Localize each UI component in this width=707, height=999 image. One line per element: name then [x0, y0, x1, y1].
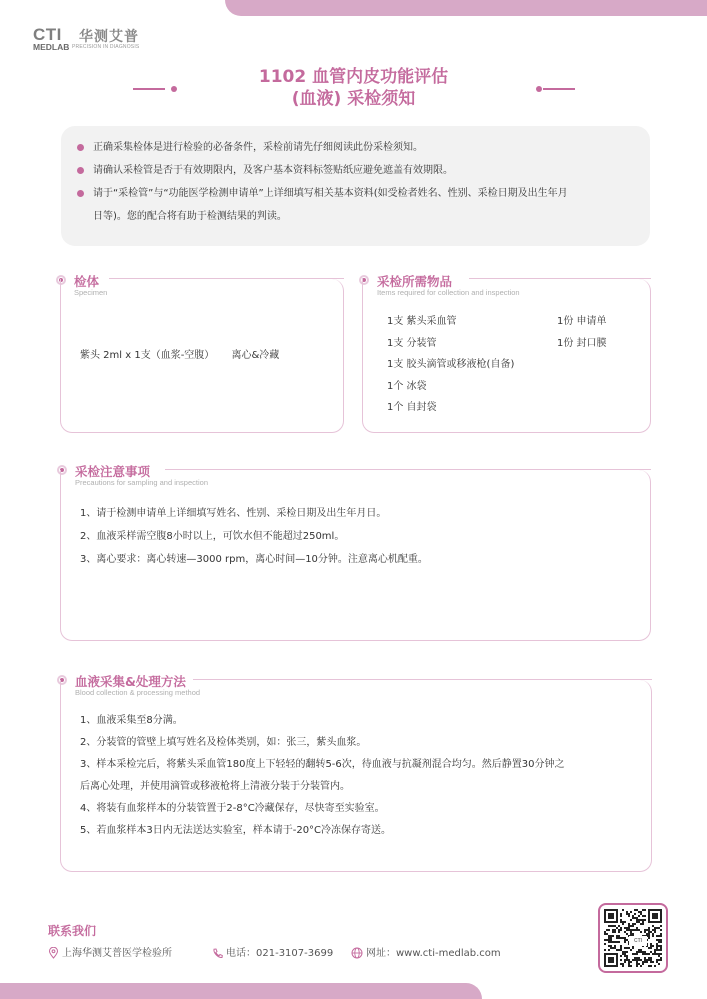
blood-line: 3、样本采检完后，将紫头采血管180度上下轻轻的翻转5-6次，待血液与抗凝剂混合均匀。然后静置30分钟之 [80, 759, 565, 770]
items-list-left [387, 311, 514, 419]
specimen-box [60, 279, 344, 433]
logo-chinese-name: 华测艾普 [79, 29, 139, 45]
logo-medlab: MEDLAB [33, 42, 70, 52]
contact-phone: 电话：021-3107-3699 [212, 944, 333, 959]
notice-item: 请确认采检管是否于有效期限内，及客户基本资料标签贴纸应避免遮盖有效期限。 [77, 159, 636, 182]
qr-code [598, 903, 668, 973]
bullet-icon [77, 144, 84, 151]
precaution-line: 2、血液采样需空腹8小时以上，可饮水但不能超过250ml。 [80, 531, 345, 542]
qr-center-label: CTI [629, 936, 647, 946]
specimen-note: 离心&冷藏 [231, 350, 280, 361]
precaution-line: 1、请于检测申请单上详细填写姓名、性别、采检日期及出生年月日。 [80, 508, 387, 519]
list-item: 1个 自封袋 [387, 402, 437, 413]
globe-icon [351, 947, 363, 959]
list-item: 1份 封口膜 [557, 337, 607, 349]
list-item: 1支 紫头采血管 [387, 316, 457, 327]
list-item: 1支 胶头滴管或移液枪(自备) [387, 359, 515, 370]
logo-cti-mark: CTI [33, 25, 62, 44]
items-box [362, 279, 651, 433]
title-deco-line-right [543, 88, 575, 90]
blood-line: 4、将装有血浆样本的分装管置于2-8°C冷藏保存，尽快寄至实验室。 [80, 803, 385, 814]
notice-item: 正确采集检体是进行检验的必备条件，采检前请先仔细阅读此份采检须知。 [77, 136, 636, 159]
bullet-icon [77, 167, 84, 174]
list-item: 1个 冰袋 [387, 380, 427, 392]
page-title [0, 66, 707, 110]
title-line-1: 1102 血管内皮功能评估 [258, 67, 449, 87]
blood-box [60, 680, 652, 872]
blood-line: 5、若血浆样本3日内无法送达实验室，样本请于-20°C冷冻保存寄送。 [80, 825, 392, 836]
company-logo [33, 25, 173, 53]
contact-address: 上海华测艾普医学检验所 [48, 944, 172, 959]
location-pin-icon [48, 947, 59, 959]
phone-icon [212, 948, 223, 959]
list-item: 1支 分装管 [387, 337, 437, 349]
blood-line: 1、血液采集至8分满。 [80, 715, 183, 726]
precautions-box [60, 470, 651, 641]
contact-website[interactable]: 网址：www.cti-medlab.com [351, 944, 501, 959]
title-deco-line-left [133, 88, 165, 90]
notice-item: 请于“采检管”与“功能医学检测申请单”上详细填写相关基本资料(如受检者姓名、性别、采检日期及出生年月 [77, 182, 636, 205]
title-deco-dot-right [536, 86, 542, 92]
logo-tagline: PRECISION IN DIAGNOSIS [72, 44, 140, 50]
blood-line: 2、分装管的管壁上填写姓名及检体类别，如：张三，紫头血浆。 [80, 737, 367, 748]
specimen-text: 紫头 2ml x 1支（血浆-空腹） [80, 350, 215, 361]
notice-item-continued: 日等)。您的配合将有助于检测结果的判读。 [93, 211, 287, 222]
bottom-decorative-band [0, 983, 482, 999]
blood-line: 后离心处理，并使用滴管或移液枪将上清液分装于分装管内。 [80, 781, 350, 792]
items-list-right [557, 311, 607, 354]
title-line-2: (血液) 采检须知 [291, 89, 416, 109]
top-decorative-band [225, 0, 707, 16]
bullet-icon [77, 190, 84, 197]
notice-panel [61, 126, 650, 246]
list-item: 1份 申请单 [557, 316, 607, 327]
contact-title: 联系我们 [48, 924, 97, 938]
title-deco-dot-left [171, 86, 177, 92]
precaution-line: 3、离心要求：离心转速—3000 rpm，离心时间—10分钟。注意离心机配重。 [80, 554, 428, 565]
